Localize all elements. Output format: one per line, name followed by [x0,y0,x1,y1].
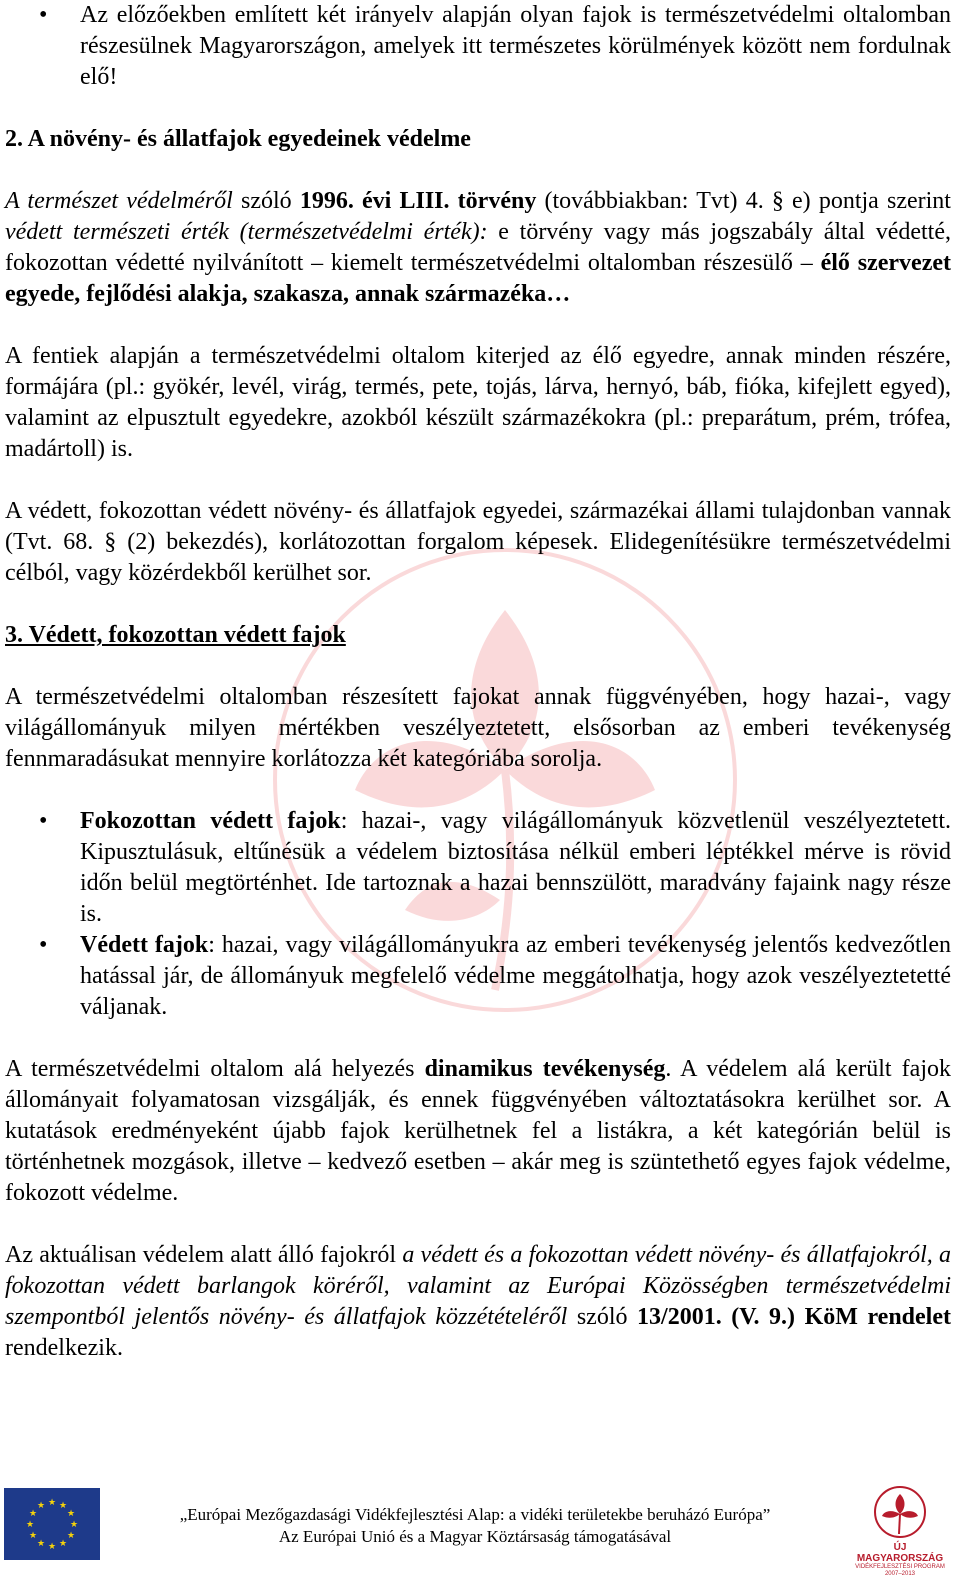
section-3-paragraph-2 [5,1054,951,1209]
definition-term: védett természeti érték (természetvédelmi érték): [5,219,488,245]
eu-flag-icon [4,1488,100,1560]
section-3-heading: 3. Védett, fokozottan védett fajok [5,622,346,648]
svg-text:★: ★ [58,1501,68,1511]
uj-magyarorszag-logo [850,1484,950,1576]
page-footer [0,1484,960,1577]
svg-text:★: ★ [36,1501,46,1511]
logo-subtitle: VIDÉKFEJLESZTÉSI PROGRAM [855,1564,945,1570]
category-term: Fokozottan védett fajok [80,808,341,834]
law-number: 1996. évi LIII. törvény [299,188,537,214]
section-2-paragraph-2: A fentiek alapján a természetvédelmi oltalom kiterjed az élő egyedre, annak minden részére, formájára (pl.: gyökér, levél, virág, termés, pete, tojás, lárva, hernyó, báb, fióka, kifejlett egyed), valamint az elpusztult egyedekre, azokból készült származékokra (pl.: preparátum, prém, trófea, madártoll) is. [5,343,951,462]
dynamic-activity-bold: dinamikus tevékenység [424,1056,666,1082]
svg-text:★: ★ [66,1509,76,1519]
intro-bullet [5,0,951,93]
svg-text:★: ★ [58,1539,68,1549]
footer-line-1: „Európai Mezőgazdasági Vidékfejlesztési Alap: a vidéki területekbe beruházó Európa” [179,1505,771,1524]
logo-years: 2007–2013 [884,1571,916,1577]
logo-text [850,1542,950,1578]
law-title-italic: A természet védelméről [5,188,233,214]
intro-bullet-text: Az előzőekben említett két irányelv alapján olyan fajok is természetvédelmi oltalomban részesülnek Magyarországon, amelyek itt természetes körülmények között nem fordulnak elő! [80,2,951,90]
svg-text:★: ★ [47,1542,57,1552]
category-description: : hazai-, vagy világállományuk közvetlenül veszélyeztetett. Kipusztulásuk, eltűnésük a védelem biztosítása nélkül emberi léptékkel mérve is rövid időn belül megtörténhet. Ide tartoznak a hazai bennszülött, maradvány fajaink nagy része is. [80,808,951,927]
svg-text:★: ★ [25,1520,35,1530]
decree-title-italic: a védett és a fokozottan védett növény- és állatfajokról, a fokozottan védett barlangok köréről, valamint az Európai Közösségben természetvédelmi szempontból jelentős növény- és állatfajok közzétételéről [5,1242,952,1330]
text-run: szóló [567,1304,638,1330]
footer-line-2: Az Európai Unió és a Magyar Köztársaság támogatásával [278,1527,672,1546]
bullet-marker: • [39,808,48,834]
footer-text [110,1504,840,1548]
section-3-paragraph-1: A természetvédelmi oltalomban részesített fajokat annak függvényében, hogy hazai-, vagy világállományuk milyen mértékben veszélyeztetett, elsősorban az emberi tevékenység fennmaradásukat mennyire korlátozza két kategóriába sorolja. [5,684,951,772]
logo-title: ÚJ MAGYARORSZÁG [856,1542,944,1564]
text-run: A természetvédelmi oltalom alá helyezés [5,1056,425,1082]
svg-text:★: ★ [36,1539,46,1549]
category-description: : hazai, vagy világállományukra az emberi tevékenység jelentős kedvezőtlen hatással jár, de állományuk megfelelő védelme meggátolhatja, hogy azok veszélyeztetetté váljanak. [80,932,951,1020]
svg-text:★: ★ [47,1498,57,1508]
text-run: Az aktuálisan védelem alatt álló fajokról [5,1242,403,1268]
section-2-heading: 2. A növény- és állatfajok egyedeinek védelme [5,126,471,152]
category-term: Védett fajok [80,932,209,958]
flower-logo-icon [850,1484,950,1542]
svg-text:★: ★ [28,1531,38,1541]
section-2-paragraph-1 [5,186,951,310]
text-run: e törvény vagy más jogszabály által védetté, fokozottan védetté nyilvánított – kiemelt természetvédelmi oltalomban részesülő – [5,219,952,276]
bullet-marker: • [39,932,48,958]
svg-text:★: ★ [69,1520,79,1530]
svg-text:★: ★ [66,1531,76,1541]
definition-bold: élő szervezet egyede, fejlődési alakja, szakasza, annak származéka… [5,250,951,307]
bullet-marker: • [39,2,48,28]
text-run: (továbbiakban: Tvt) 4. § e) pontja szerint [536,188,951,214]
document-body [5,0,951,1364]
category-bullet-protected [5,930,951,1023]
text-run: szóló [232,188,300,214]
section-3-paragraph-3 [5,1240,951,1364]
text-run: rendelkezik. [5,1335,123,1361]
decree-number: 13/2001. (V. 9.) KöM rendelet [637,1304,951,1330]
section-2-paragraph-3: A védett, fokozottan védett növény- és állatfajok egyedei, származékai állami tulajdonban vannak (Tvt. 68. § (2) bekezdés), korlátozottan forgalom képesek. Elidegenítésükre természetvédelmi célból, vagy közérdekből kerülhet sor. [5,498,951,586]
category-bullet-strictly-protected [5,806,951,930]
text-run: . A védelem alá került fajok állományait folyamatosan vizsgálják, és ennek függvényében változtatásokra kerülhet sor. A kutatások eredményeként újabb fajok kerülhetnek fel a listákra, a két kategórián belül is történhetnek mozgások, illetve – kedvező esetben – akár meg is szüntethető egyes fajok védelme, fokozott védelme. [5,1056,951,1206]
svg-text:★: ★ [28,1509,38,1519]
